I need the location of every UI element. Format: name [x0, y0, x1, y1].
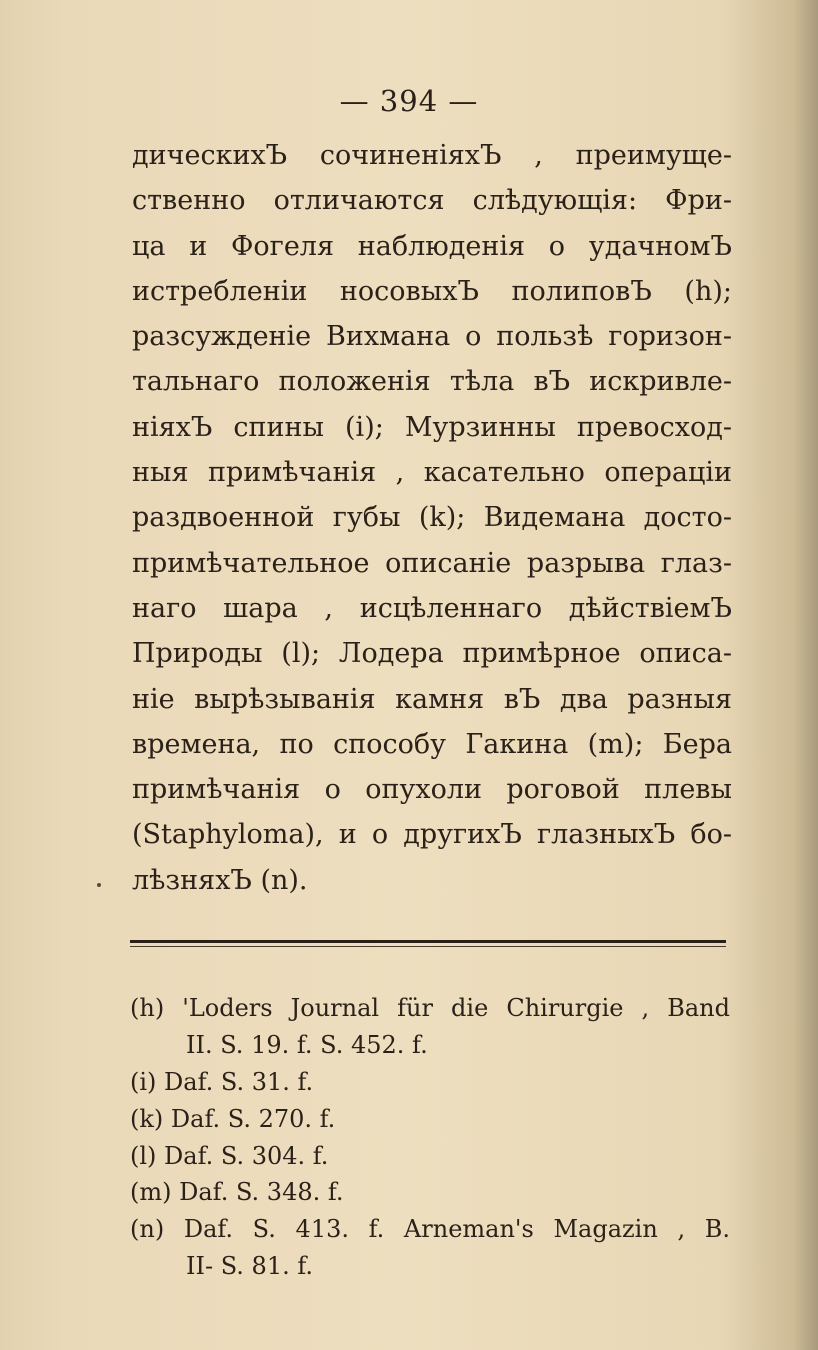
footnote-l: (l) Daf. S. 304. f. [130, 1141, 329, 1170]
text-line: тальнаго положенiя тѣла вЪ искривле- [132, 366, 732, 398]
page-number: — 394 — [339, 84, 479, 118]
footnote-n: (n) Daf. S. 413. f. Arneman's Magazin , B. [130, 1215, 730, 1244]
footnotes [130, 990, 730, 1285]
text-line: Природы (l); Лодера примѣрное описа- [132, 638, 732, 670]
footnote-m: (m) Daf. S. 348. f. [130, 1178, 344, 1207]
text-line: ца и Фогеля наблюденiя о удачномЪ [132, 230, 732, 262]
text-line: дическихЪ сочиненiяхЪ , преимуще- [132, 140, 732, 171]
text-line: (Staphyloma), и о другихЪ глазныхЪ бо- [132, 819, 732, 851]
footnote-h: (h) 'Loders Journal für die Chirurgie , Band [130, 994, 730, 1022]
text-line: раздвоенной губы (k); Видемана досто- [132, 502, 732, 534]
text-line-last: лѣзняхЪ (n). [132, 864, 308, 896]
text-line: разсужденiе Вихмана о пользѣ горизон- [132, 321, 732, 353]
footnote-k: (k) Daf. S. 270. f. [130, 1104, 336, 1133]
text-line: ственно отличаются слѣдующiя: Фри- [132, 185, 732, 217]
ink-speck [97, 883, 101, 887]
text-line: нiе вырѣзыванiя камня вЪ два разныя [132, 683, 732, 715]
footnote-n-continuation: II- S. 81. f. [186, 1252, 313, 1281]
footnote-divider [130, 940, 726, 943]
text-line: нiяхЪ спины (i); Мурзинны превосход- [132, 411, 732, 443]
text-line: ныя примѣчанiя , касательно операцiи [132, 457, 732, 489]
text-line: примѣчанiя о опухоли роговой плевы [132, 774, 732, 806]
text-line: наго шара , исцѣленнаго дѣйствiемЪ [132, 592, 732, 624]
body-text [132, 133, 732, 903]
footnote-h-continuation: II. S. 19. f. S. 452. f. [186, 1030, 428, 1059]
text-line: истребленiи носовыхЪ полиповЪ (h); [132, 275, 732, 307]
text-line: примѣчательное описанiе разрыва глаз- [132, 547, 732, 579]
text-line: времена, по способу Гакина (m); Бера [132, 728, 732, 760]
footnote-i: (i) Daf. S. 31. f. [130, 1067, 314, 1096]
